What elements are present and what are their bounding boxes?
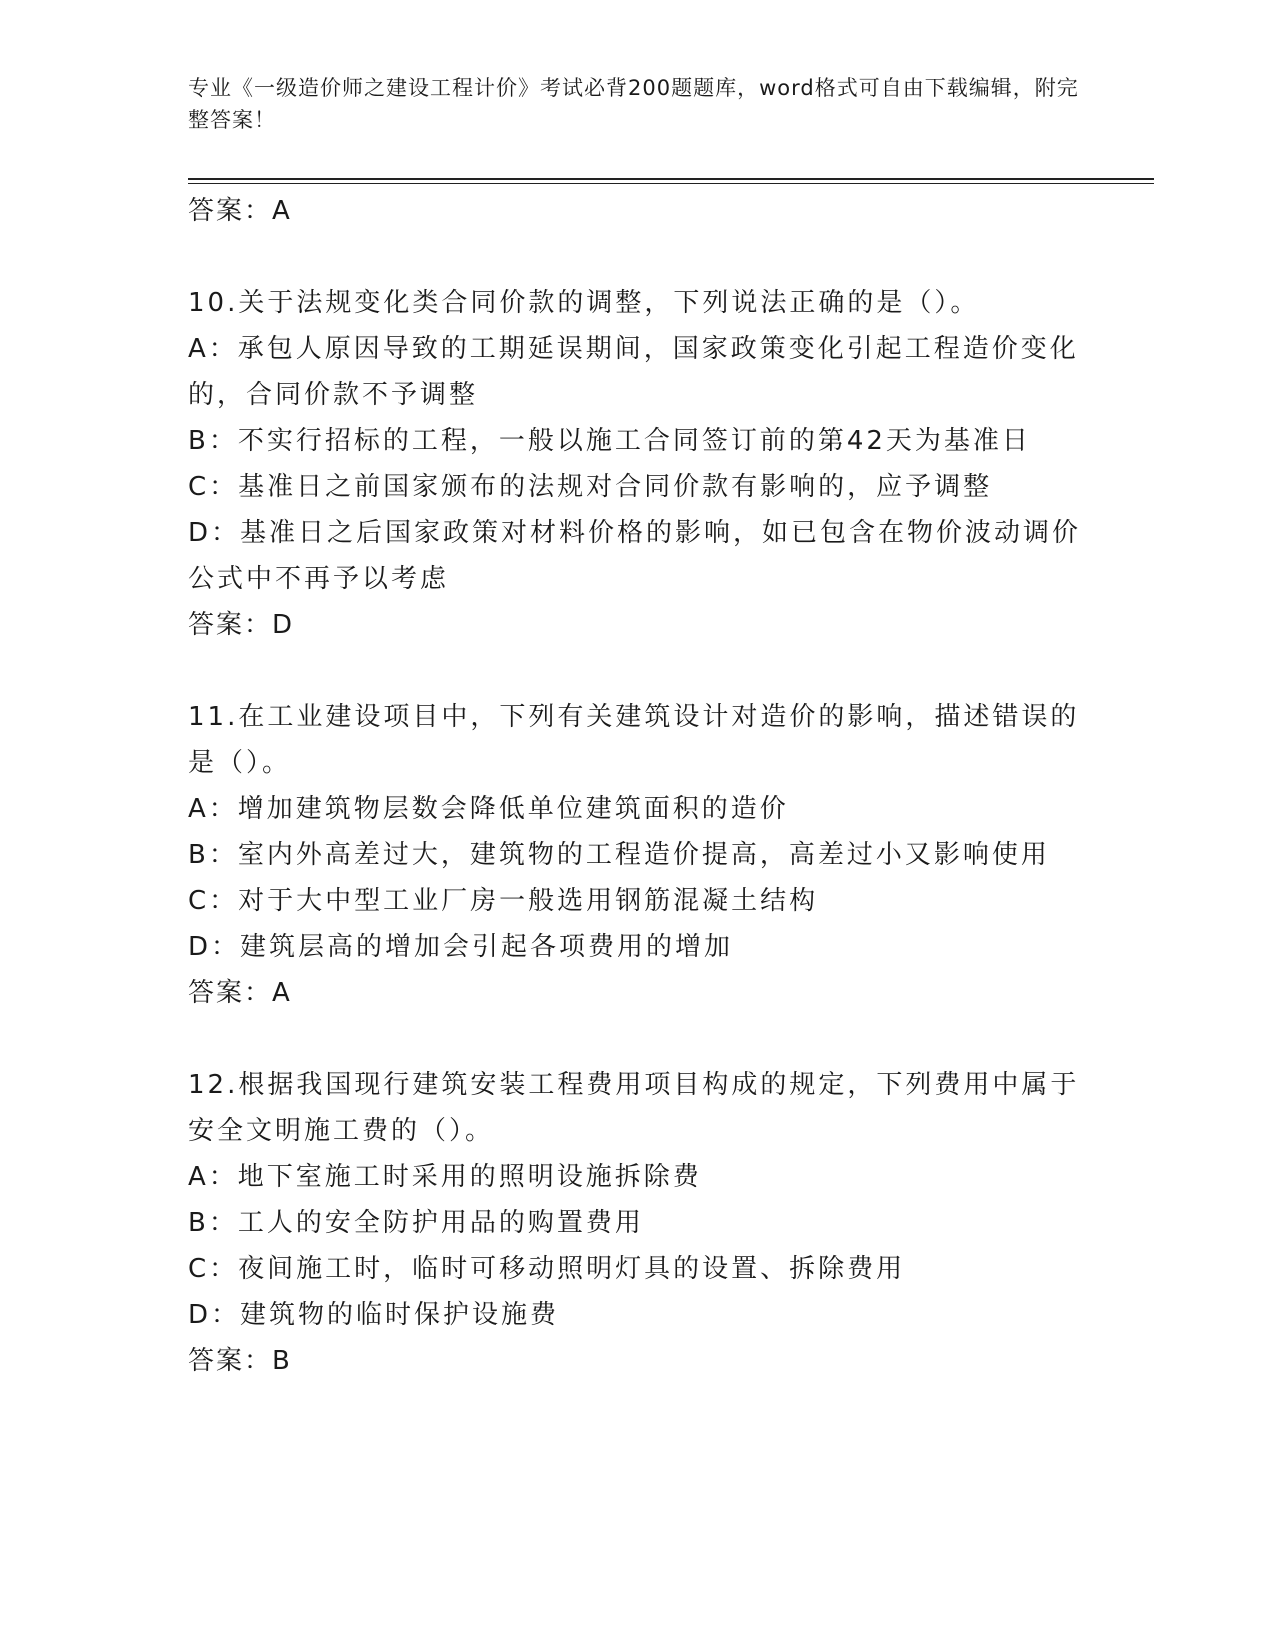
document-body (188, 188, 1088, 1384)
option-line: 公式中不再予以考虑 (188, 564, 450, 594)
question-stem: 11.在工业建设项目中，下列有关建筑设计对造价的影响，描述错误的 (188, 702, 1080, 732)
answer-line: 答案：A (188, 196, 292, 226)
header-divider-thin (188, 183, 1154, 184)
option-line: A：增加建筑物层数会降低单位建筑面积的造价 (188, 794, 789, 824)
question-stem: 10.关于法规变化类合同价款的调整，下列说法正确的是（）。 (188, 288, 980, 318)
option-line: D：基准日之后国家政策对材料价格的影响，如已包含在物价波动调价 (188, 518, 1082, 548)
option-line: B：室内外高差过大，建筑物的工程造价提高，高差过小又影响使用 (188, 840, 1050, 870)
spacer (188, 648, 1088, 694)
option-line: C：对于大中型工业厂房一般选用钢筋混凝土结构 (188, 886, 819, 916)
question-stem: 12.根据我国现行建筑安装工程费用项目构成的规定，下列费用中属于 (188, 1070, 1080, 1100)
question-block (188, 280, 1088, 648)
answer-line: 答案：A (188, 978, 292, 1008)
header-divider-thick (188, 178, 1154, 180)
option-line: A：承包人原因导致的工期延误期间，国家政策变化引起工程造价变化 (188, 334, 1079, 364)
spacer (188, 1016, 1088, 1062)
answer-line: 答案：D (188, 610, 295, 640)
answer-line: 答案：B (188, 1346, 292, 1376)
question-stem-continued: 安全文明施工费的（）。 (188, 1116, 495, 1146)
option-line: 的，合同价款不予调整 (188, 380, 479, 410)
option-line: D：建筑层高的增加会引起各项费用的增加 (188, 932, 734, 962)
option-line: A：地下室施工时采用的照明设施拆除费 (188, 1162, 702, 1192)
option-line: C：夜间施工时，临时可移动照明灯具的设置、拆除费用 (188, 1254, 906, 1284)
option-line: B：不实行招标的工程，一般以施工合同签订前的第42天为基准日 (188, 426, 1031, 456)
question-block (188, 1062, 1088, 1384)
question-stem-continued: 是（）。 (188, 748, 292, 778)
option-line: D：建筑物的临时保护设施费 (188, 1300, 560, 1330)
question-block (188, 694, 1088, 1016)
option-line: B：工人的安全防护用品的购置费用 (188, 1208, 644, 1238)
page-header: 专业《一级造价师之建设工程计价》考试必背200题题库，word格式可自由下载编辑，附完整答案！ (188, 76, 1079, 132)
spacer (188, 234, 1088, 280)
option-line: C：基准日之前国家颁布的法规对合同价款有影响的，应予调整 (188, 472, 993, 502)
